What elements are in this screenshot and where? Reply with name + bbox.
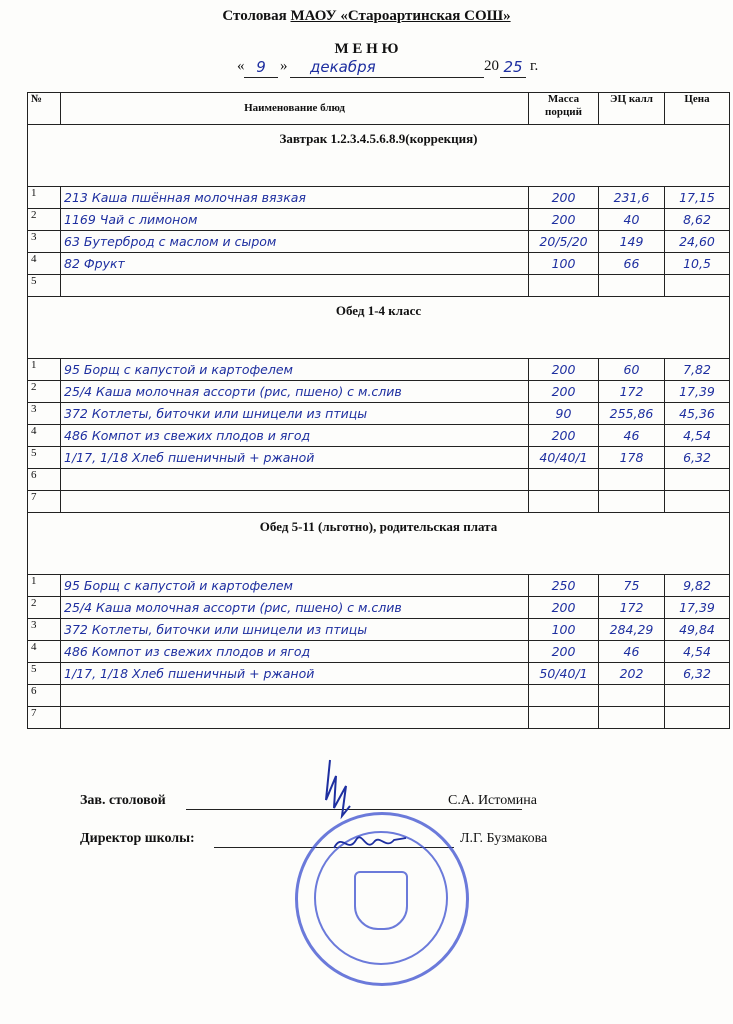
cell-number: 4 — [28, 425, 61, 447]
section-title: Обед 1-4 класс — [28, 297, 730, 359]
cell-kcal: 40 — [599, 209, 665, 231]
cell-dish — [61, 275, 529, 297]
column-header: Наименование блюд — [61, 93, 529, 125]
section-row — [28, 513, 730, 575]
cell-kcal: 46 — [599, 425, 665, 447]
table-row — [28, 641, 730, 663]
cell-kcal: 66 — [599, 253, 665, 275]
section-title: Обед 5-11 (льготно), родительская плата — [28, 513, 730, 575]
cell-number: 5 — [28, 447, 61, 469]
cell-kcal — [599, 469, 665, 491]
menu-title: М Е Н Ю — [334, 41, 399, 57]
cell-mass: 100 — [529, 619, 599, 641]
table-row — [28, 403, 730, 425]
cell-mass: 200 — [529, 597, 599, 619]
cell-number: 4 — [28, 641, 61, 663]
table-row — [28, 597, 730, 619]
table-row — [28, 253, 730, 275]
date-year-field — [500, 58, 526, 78]
page-header — [0, 8, 733, 25]
cell-number: 2 — [28, 381, 61, 403]
date-year-end: г. — [530, 58, 539, 74]
cell-kcal: 75 — [599, 575, 665, 597]
cell-price — [665, 491, 730, 513]
cell-mass: 250 — [529, 575, 599, 597]
cell-number: 4 — [28, 253, 61, 275]
column-header: Цена — [665, 93, 730, 125]
cell-mass: 40/40/1 — [529, 447, 599, 469]
cell-dish: 372 Котлеты, биточки или шницели из птицы — [61, 403, 529, 425]
menu-table — [27, 92, 730, 729]
cell-price: 17,39 — [665, 381, 730, 403]
date-day: 9 — [256, 58, 266, 76]
cell-number: 1 — [28, 359, 61, 381]
table-row — [28, 381, 730, 403]
cell-kcal: 284,29 — [599, 619, 665, 641]
director-label: Директор школы: — [80, 831, 195, 846]
cell-number: 7 — [28, 491, 61, 513]
cell-dish: 82 Фрукт — [61, 253, 529, 275]
date-year-suffix: 25 — [503, 58, 523, 76]
cell-number: 5 — [28, 663, 61, 685]
cell-number: 3 — [28, 231, 61, 253]
cell-mass — [529, 707, 599, 729]
cell-kcal: 46 — [599, 641, 665, 663]
cell-mass: 20/5/20 — [529, 231, 599, 253]
cell-mass: 200 — [529, 425, 599, 447]
director-handwritten-signature — [330, 826, 410, 858]
cell-mass: 50/40/1 — [529, 663, 599, 685]
cell-dish: 486 Компот из свежих плодов и ягод — [61, 425, 529, 447]
table-header-row — [28, 93, 730, 125]
date-day-field — [244, 58, 278, 78]
cell-dish: 1/17, 1/18 Хлеб пшеничный + ржаной — [61, 663, 529, 685]
header-prefix: Столовая — [222, 8, 287, 24]
canteen-name: С.А. Истомина — [448, 793, 537, 808]
canteen-signature-block — [80, 793, 720, 813]
table-row — [28, 209, 730, 231]
cell-number: 3 — [28, 403, 61, 425]
table-row — [28, 575, 730, 597]
cell-mass: 200 — [529, 359, 599, 381]
cell-kcal: 255,86 — [599, 403, 665, 425]
date-close-quote: » — [280, 58, 288, 74]
cell-price: 4,54 — [665, 641, 730, 663]
cell-number: 2 — [28, 597, 61, 619]
cell-number: 5 — [28, 275, 61, 297]
cell-price: 17,15 — [665, 187, 730, 209]
date-open-quote: « — [237, 58, 245, 74]
section-title: Завтрак 1.2.3.4.5.6.8.9(коррекция) — [28, 125, 730, 187]
cell-kcal: 172 — [599, 597, 665, 619]
cell-price — [665, 707, 730, 729]
table-row — [28, 663, 730, 685]
cell-dish: 213 Каша пшённая молочная вязкая — [61, 187, 529, 209]
cell-kcal: 178 — [599, 447, 665, 469]
table-row — [28, 231, 730, 253]
cell-dish — [61, 469, 529, 491]
cell-mass: 200 — [529, 209, 599, 231]
cell-mass — [529, 491, 599, 513]
cell-dish: 1/17, 1/18 Хлеб пшеничный + ржаной — [61, 447, 529, 469]
cell-price: 9,82 — [665, 575, 730, 597]
table-row — [28, 187, 730, 209]
header-org: МАОУ «Староартинская СОШ» — [290, 8, 511, 24]
column-header: ЭЦ калл — [599, 93, 665, 125]
cell-dish: 25/4 Каша молочная ассорти (рис, пшено) с м.слив — [61, 381, 529, 403]
cell-price: 24,60 — [665, 231, 730, 253]
cell-price — [665, 685, 730, 707]
cell-number: 7 — [28, 707, 61, 729]
cell-dish: 372 Котлеты, биточки или шницели из птицы — [61, 619, 529, 641]
cell-price: 10,5 — [665, 253, 730, 275]
cell-number: 2 — [28, 209, 61, 231]
cell-price: 4,54 — [665, 425, 730, 447]
date-year-prefix: 20 — [484, 58, 499, 74]
cell-dish — [61, 707, 529, 729]
cell-kcal — [599, 707, 665, 729]
cell-kcal — [599, 275, 665, 297]
table-row — [28, 425, 730, 447]
cell-kcal — [599, 685, 665, 707]
date-month-field — [290, 58, 484, 78]
cell-kcal: 60 — [599, 359, 665, 381]
cell-price — [665, 469, 730, 491]
cell-mass: 90 — [529, 403, 599, 425]
cell-dish: 25/4 Каша молочная ассорти (рис, пшено) с м.слив — [61, 597, 529, 619]
stamp-crest — [354, 871, 408, 930]
table-row — [28, 469, 730, 491]
cell-mass: 100 — [529, 253, 599, 275]
table-row — [28, 275, 730, 297]
cell-dish — [61, 491, 529, 513]
table-row — [28, 359, 730, 381]
cell-number: 1 — [28, 575, 61, 597]
cell-dish: 95 Борщ с капустой и картофелем — [61, 575, 529, 597]
cell-dish: 486 Компот из свежих плодов и ягод — [61, 641, 529, 663]
cell-mass: 200 — [529, 641, 599, 663]
cell-price: 7,82 — [665, 359, 730, 381]
section-row — [28, 125, 730, 187]
cell-kcal: 202 — [599, 663, 665, 685]
cell-kcal — [599, 491, 665, 513]
cell-mass: 200 — [529, 187, 599, 209]
director-name: Л.Г. Бузмакова — [460, 831, 548, 846]
cell-dish: 95 Борщ с капустой и картофелем — [61, 359, 529, 381]
cell-mass — [529, 685, 599, 707]
cell-dish — [61, 685, 529, 707]
table-row — [28, 685, 730, 707]
cell-price: 17,39 — [665, 597, 730, 619]
table-row — [28, 707, 730, 729]
cell-price: 45,36 — [665, 403, 730, 425]
cell-dish: 1169 Чай с лимоном — [61, 209, 529, 231]
cell-price — [665, 275, 730, 297]
cell-kcal: 172 — [599, 381, 665, 403]
cell-mass — [529, 469, 599, 491]
cell-kcal: 149 — [599, 231, 665, 253]
cell-price: 6,32 — [665, 663, 730, 685]
table-row — [28, 619, 730, 641]
cell-number: 3 — [28, 619, 61, 641]
section-row — [28, 297, 730, 359]
column-header: № — [28, 93, 61, 125]
column-header: Масса порций — [529, 93, 599, 125]
cell-number: 6 — [28, 469, 61, 491]
cell-kcal: 231,6 — [599, 187, 665, 209]
cell-number: 6 — [28, 685, 61, 707]
cell-price: 6,32 — [665, 447, 730, 469]
cell-price: 49,84 — [665, 619, 730, 641]
table-row — [28, 447, 730, 469]
cell-price: 8,62 — [665, 209, 730, 231]
date-month: декабря — [310, 58, 376, 76]
cell-mass: 200 — [529, 381, 599, 403]
cell-dish: 63 Бутерброд с маслом и сыром — [61, 231, 529, 253]
cell-number: 1 — [28, 187, 61, 209]
cell-mass — [529, 275, 599, 297]
table-row — [28, 491, 730, 513]
canteen-label: Зав. столовой — [80, 793, 166, 808]
